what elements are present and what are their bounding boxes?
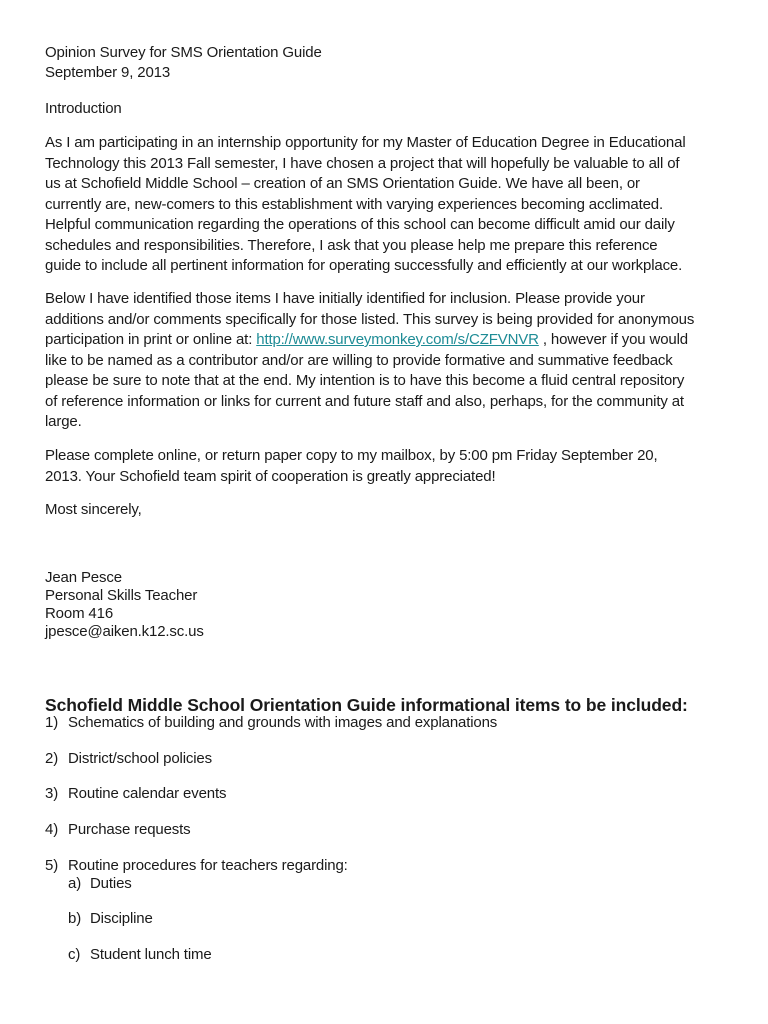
sub-list-item-text: Student lunch time — [90, 946, 212, 963]
paragraph-line: like to be named as a contributor and/or are willing to provide formative and summative feedback — [45, 351, 673, 369]
list-item — [45, 750, 212, 768]
link-prefix: participation in print or online at: — [45, 331, 257, 348]
paragraph-line: guide to include all pertinent information for operating successfully and efficiently at our workplace. — [45, 257, 683, 274]
intro-paragraph-1 — [45, 133, 735, 277]
paragraph-line: us at Schofield Middle School – creation of an SMS Orientation Guide. We have all been, or — [45, 175, 640, 192]
list-item-text: Purchase requests — [68, 821, 191, 838]
paragraph-line: please be sure to note that at the end. My intention is to have this become a fluid central repository — [45, 372, 685, 389]
document-date: September 9, 2013 — [45, 64, 171, 81]
list-item-number: 2) — [45, 750, 59, 767]
sub-list-item — [68, 910, 153, 928]
list-item — [45, 785, 226, 803]
list-item — [45, 714, 497, 732]
sub-list-item-letter: c) — [68, 946, 81, 963]
link-suffix: , however if you would — [538, 331, 688, 348]
list-item-text: District/school policies — [68, 750, 212, 767]
list-item-number: 3) — [45, 785, 59, 802]
sub-list-item — [68, 946, 212, 964]
sub-list-item-letter: b) — [68, 910, 82, 927]
sub-list-item-text: Discipline — [90, 910, 153, 927]
signature-role: Personal Skills Teacher — [45, 587, 198, 604]
signature-room: Room 416 — [45, 605, 114, 622]
paragraph-line: As I am participating in an internship opportunity for my Master of Education Degree in Educational — [45, 134, 686, 151]
sub-list-item — [68, 875, 132, 893]
intro-paragraph-3 — [45, 446, 735, 487]
list-item-number: 4) — [45, 821, 59, 838]
list-item-number: 1) — [45, 714, 59, 731]
signature-email: jpesce@aiken.k12.sc.us — [45, 623, 204, 640]
paragraph-line: of reference information or links for current and future staff and also, perhaps, for the community at — [45, 392, 684, 410]
document-title: Opinion Survey for SMS Orientation Guide — [45, 44, 322, 61]
paragraph-line: currently are, new-comers to this establishment with varying experiences becoming acclimated. — [45, 195, 663, 213]
intro-paragraph-2 — [45, 289, 735, 433]
sub-list-item-text: Duties — [90, 875, 132, 892]
paragraph-line: 2013. Your Schofield team spirit of cooperation is greatly appreciated! — [45, 467, 496, 485]
closing-text: Most sincerely, — [45, 501, 142, 518]
list-item-text: Routine procedures for teachers regarding: — [68, 857, 348, 874]
paragraph-line: additions and/or comments specifically for those listed. This survey is being provided for anonymous — [45, 310, 695, 328]
list-item-text: Routine calendar events — [68, 785, 227, 802]
paragraph-line-with-link — [45, 330, 735, 351]
paragraph-line: schedules and responsibilities. Therefore, I ask that you please help me prepare this reference — [45, 236, 658, 254]
signature-block — [45, 569, 204, 641]
items-list — [45, 714, 725, 1014]
section-heading-introduction: Introduction — [45, 100, 122, 117]
list-item — [45, 857, 348, 875]
list-item — [45, 821, 191, 839]
list-item-number: 5) — [45, 857, 59, 874]
sub-list-item-letter: a) — [68, 875, 82, 892]
items-section-heading: Schofield Middle School Orientation Guide informational items to be included: — [45, 694, 688, 715]
paragraph-line: Below I have identified those items I have initially identified for inclusion. Please provide your — [45, 290, 645, 307]
survey-link[interactable]: http://www.surveymonkey.com/s/CZFVNVR — [256, 331, 539, 348]
paragraph-line: Helpful communication regarding the operations of this school can become difficult amid our daily — [45, 216, 675, 233]
paragraph-line: Please complete online, or return paper copy to my mailbox, by 5:00 pm Friday September 20, — [45, 447, 658, 464]
signature-name: Jean Pesce — [45, 569, 122, 586]
list-item-text: Schematics of building and grounds with images and explanations — [68, 714, 498, 731]
paragraph-line: Technology this 2013 Fall semester, I have chosen a project that will hopefully be valuable to all of — [45, 154, 680, 172]
paragraph-line: large. — [45, 413, 82, 430]
